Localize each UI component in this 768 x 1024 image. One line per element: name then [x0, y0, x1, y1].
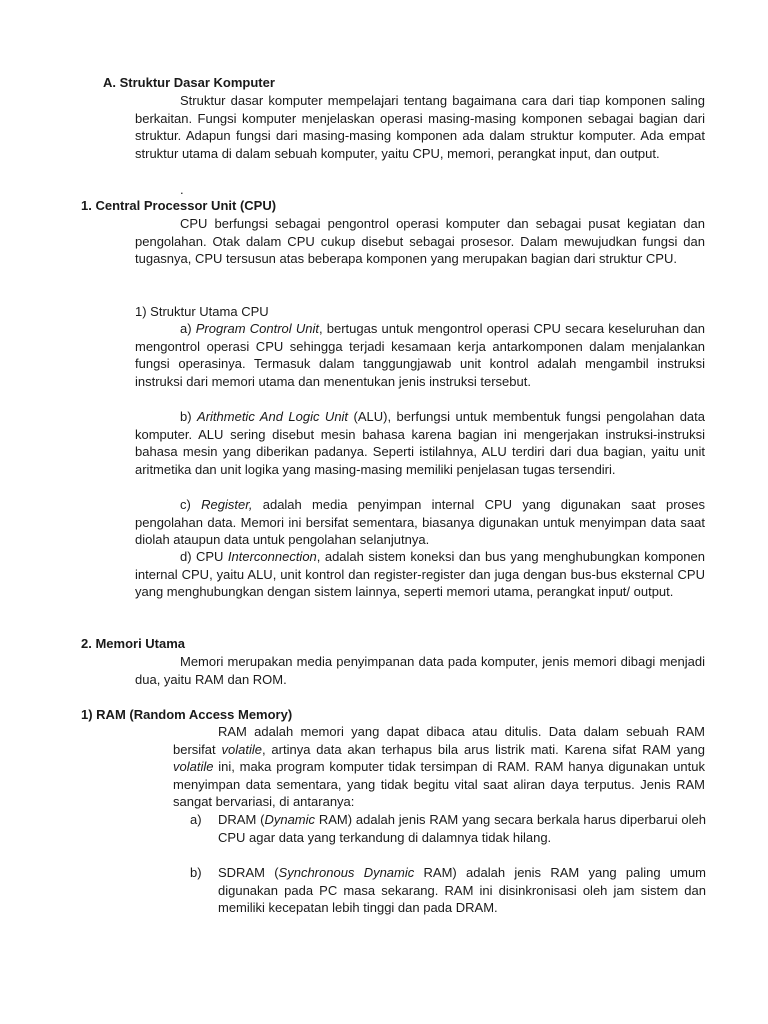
ram-intro-p2: , artinya data akan terhapus bila arus listrik mati. Karena sifat RAM yang	[261, 741, 705, 757]
ram-intro-p3: ini, maka program komputer tidak tersimpan di RAM. RAM hanya digunakan untuk menyimpan data sementara, yang tidak begitu vital saat aliran daya terputus. Jenis RAM sangat bervariasi, di antaranya:	[173, 759, 705, 810]
ram-type-dram-term: Dynamic	[264, 812, 316, 827]
cpu-item-b-prefix: b)	[180, 409, 198, 424]
memori-intro-text: Memori merupakan media penyimpanan data pada komputer, jenis memori dibagi menjadi dua, yaitu RAM dan ROM.	[135, 654, 705, 687]
cpu-item-d-prefix: d) CPU	[180, 549, 228, 564]
ram-type-dram-pre: DRAM (	[218, 812, 265, 827]
section-a-intro	[135, 92, 705, 162]
ram-volatile-2: volatile	[173, 759, 214, 775]
ram-type-dram-rest: RAM) adalah jenis RAM yang secara berkala harus diperbarui oleh CPU agar data yang terkandung di dalamnya tidak hilang.	[218, 812, 707, 845]
ram-volatile-1: volatile	[221, 741, 262, 757]
cpu-item-d-rest: , adalah sistem koneksi dan bus yang menghubungkan komponen internal CPU, yaitu ALU, unit kontrol dan register-register dan juga dengan bus-bus eksternal CPU yang menghubungkan dengan sistem lainnya, seperti memori utama, perangkat input/ output.	[135, 549, 705, 600]
cpu-intro	[135, 215, 705, 268]
cpu-intro-text: CPU berfungsi sebagai pengontrol operasi komputer dan sebagai pusat kegiatan dan pengolahan. Otak dalam CPU cukup disebut sebagai prosesor. Dalam mewujudkan fungsi dan tugasnya, CPU tersusun atas beberapa komponen yang merupakan bagian dari struktur CPU.	[135, 216, 705, 267]
ram-type-sdram-term: Synchronous Dynamic	[278, 865, 415, 880]
cpu-heading: 1. Central Processor Unit (CPU)	[81, 198, 277, 213]
ram-type-sdram-text	[218, 864, 706, 917]
ram-heading: 1) RAM (Random Access Memory)	[81, 707, 293, 722]
cpu-subheading: 1) Struktur Utama CPU	[135, 304, 269, 319]
cpu-item-d	[135, 548, 705, 601]
cpu-item-c-term: Register,	[201, 497, 253, 512]
section-a-intro-text: Struktur dasar komputer mempelajari tentang bagaimana cara dari tiap komponen saling berkaitan. Fungsi komputer menjelaskan operasi masing-masing komponen sebagai bagian dari struktur. Adapun fungsi dari masing-masing komponen ada dalam struktur komputer. Ada empat struktur utama di dalam sebuah komputer, yaitu CPU, memori, perangkat input, dan output.	[135, 93, 705, 161]
cpu-item-a-term: Program Control Unit	[195, 321, 319, 336]
cpu-item-a-rest: , bertugas untuk mengontrol operasi CPU secara keseluruhan dan mengontrol operasi CPU sehingga terjadi kesamaan kerja antarkomponen dalam menjalankan fungsi operasinya. Termasuk dalam tanggungjawab unit kontrol adalah mengambil instruksi instruksi dari memori utama dan menentukan jenis instruksi tersebut.	[135, 321, 705, 389]
memori-heading: 2. Memori Utama	[81, 636, 186, 651]
memori-intro	[135, 653, 705, 688]
cpu-item-b-rest: (ALU), berfungsi untuk membentuk fungsi pengolahan data komputer. ALU sering disebut mesin bahasa karena bagian ini mengerjakan instruksi-instruksi bahasa mesin yang diberikan padanya. Seperti istilahnya, ALU terdiri dari dua bagian, yaitu unit aritmetika dan unit logika yang masing-masing memiliki penjelasan tugas tersendiri.	[135, 409, 706, 477]
cpu-item-a-prefix: a)	[180, 321, 196, 336]
cpu-item-c	[135, 496, 705, 549]
cpu-item-b	[135, 408, 705, 478]
cpu-item-c-prefix: c)	[180, 497, 202, 512]
ram-type-dram-label: a)	[190, 812, 202, 827]
section-a-heading: A. Struktur Dasar Komputer	[103, 75, 275, 90]
ram-intro	[173, 723, 705, 811]
cpu-item-c-rest: adalah media penyimpan internal CPU yang digunakan saat proses pengolahan data. Memori ini bersifat sementara, biasanya digunakan untuk menyimpan data saat diolah ataupun data untuk pengolahan selanjutnya.	[135, 497, 705, 548]
cpu-item-a	[135, 320, 705, 390]
ram-type-dram-text	[218, 811, 706, 846]
ram-type-sdram-rest: RAM) adalah jenis RAM yang paling umum digunakan pada PC masa sekarang. RAM ini disinkronisasi oleh jam sistem dan memiliki kecepatan lebih tinggi dan pada DRAM.	[218, 865, 707, 916]
stray-dot: .	[180, 182, 184, 197]
cpu-item-b-term: Arithmetic And Logic Unit	[197, 409, 349, 424]
ram-type-sdram-label: b)	[190, 865, 202, 880]
cpu-item-d-term: Interconnection	[227, 549, 317, 564]
ram-intro-p1: RAM adalah memori yang dapat dibaca atau ditulis. Data dalam sebuah RAM bersifat	[173, 724, 705, 757]
ram-type-sdram-pre: SDRAM (	[218, 865, 279, 880]
